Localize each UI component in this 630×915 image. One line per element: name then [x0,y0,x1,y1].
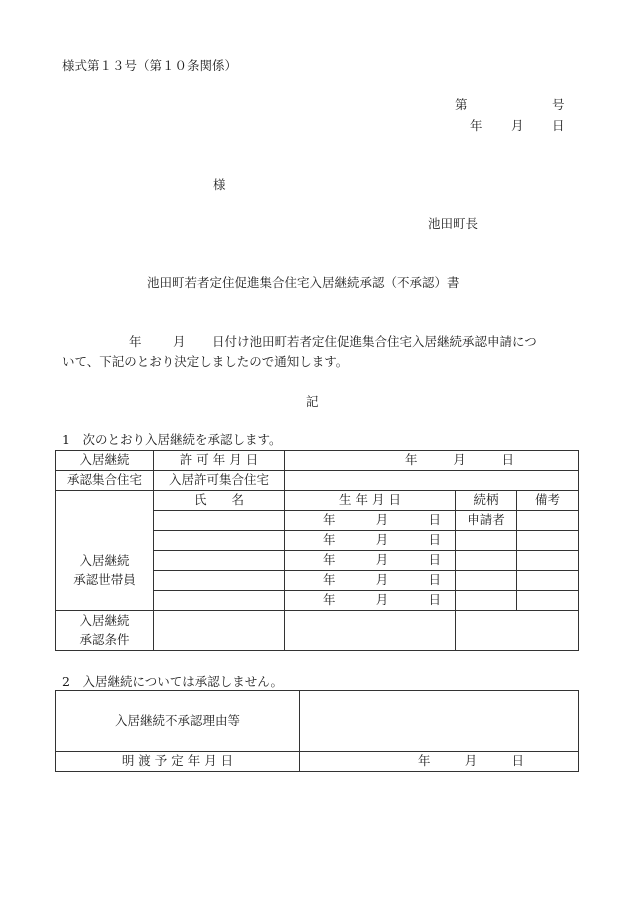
member-notes[interactable] [517,531,579,551]
conditions-value-3[interactable] [456,611,579,651]
conditions-value-2[interactable] [285,611,456,651]
member-relation[interactable] [456,571,517,591]
member-name[interactable] [154,591,285,611]
household-label: 入居継続 承認世帯員 [56,491,154,611]
refusal-reason-value[interactable] [300,691,579,752]
table-row [56,611,579,651]
form-number: 様式第１３号（第１０条関係） [62,58,238,73]
member-birthdate[interactable]: 年 月 日 [285,511,456,531]
housing-label: 入居許可集合住宅 [154,471,285,491]
month-label: 月 [453,452,466,468]
doc-number-prefix: 第 [455,97,468,112]
ki-marker: 記 [306,394,319,409]
approval-label-line2: 承認集合住宅 [56,471,154,491]
date-day: 日 [552,118,565,133]
birthdate-column-header: 生 年 月 日 [285,491,456,511]
refusal-table [55,690,579,772]
member-relation[interactable]: 申請者 [456,511,517,531]
recipient-suffix: 様 [213,177,226,192]
year-label: 年 [418,753,431,769]
member-birthdate[interactable]: 年 月 日 [285,551,456,571]
relation-column-header: 続柄 [456,491,517,511]
table-row [56,691,579,752]
name-column-header: 氏 名 [154,491,285,511]
member-relation[interactable] [456,531,517,551]
member-notes[interactable] [517,511,579,531]
member-birthdate[interactable]: 年 月 日 [285,591,456,611]
approval-label-line1: 入居継続 [56,451,154,471]
member-relation[interactable] [456,551,517,571]
date-year: 年 [470,118,483,133]
body-month: 月 [173,334,186,349]
member-name[interactable] [154,551,285,571]
issuer: 池田町長 [428,216,479,231]
section1-heading: 1 次のとおり入居継続を承認します。 [62,432,282,447]
permit-date-label: 許 可 年 月 日 [154,451,285,471]
member-birthdate[interactable]: 年 月 日 [285,571,456,591]
table-row [56,451,579,471]
member-birthdate[interactable]: 年 月 日 [285,531,456,551]
section2-heading: 2 入居継続については承認しません。 [62,674,283,689]
doc-number-suffix: 号 [552,97,565,112]
member-notes[interactable] [517,551,579,571]
day-label: 日 [511,753,524,769]
table-row [56,471,579,491]
vacate-date-value[interactable] [300,752,579,772]
member-name[interactable] [154,511,285,531]
table-row [56,491,579,511]
document-title: 池田町若者定住促進集合住宅入居継続承認（不承認）書 [147,275,460,290]
year-label: 年 [405,452,418,468]
table-row [56,752,579,772]
date-month: 月 [511,118,524,133]
permit-date-value[interactable] [285,451,579,471]
body-year: 年 [129,334,142,349]
body-line-2: いて、下記のとおり決定しましたので通知します。 [62,354,349,369]
notes-column-header: 備考 [517,491,579,511]
approval-table [55,450,579,651]
member-notes[interactable] [517,571,579,591]
day-label: 日 [501,452,515,468]
member-name[interactable] [154,531,285,551]
conditions-value-1[interactable] [154,611,285,651]
housing-value[interactable] [285,471,579,491]
member-notes[interactable] [517,591,579,611]
month-label: 月 [464,753,478,769]
refusal-reason-label: 入居継続不承認理由等 [56,691,300,752]
vacate-date-label: 明 渡 予 定 年 月 日 [56,752,300,772]
conditions-label: 入居継続 承認条件 [56,611,154,651]
member-relation[interactable] [456,591,517,611]
body-line-1: 日付け池田町若者定住促進集合住宅入居継続承認申請につ [212,334,537,349]
member-name[interactable] [154,571,285,591]
